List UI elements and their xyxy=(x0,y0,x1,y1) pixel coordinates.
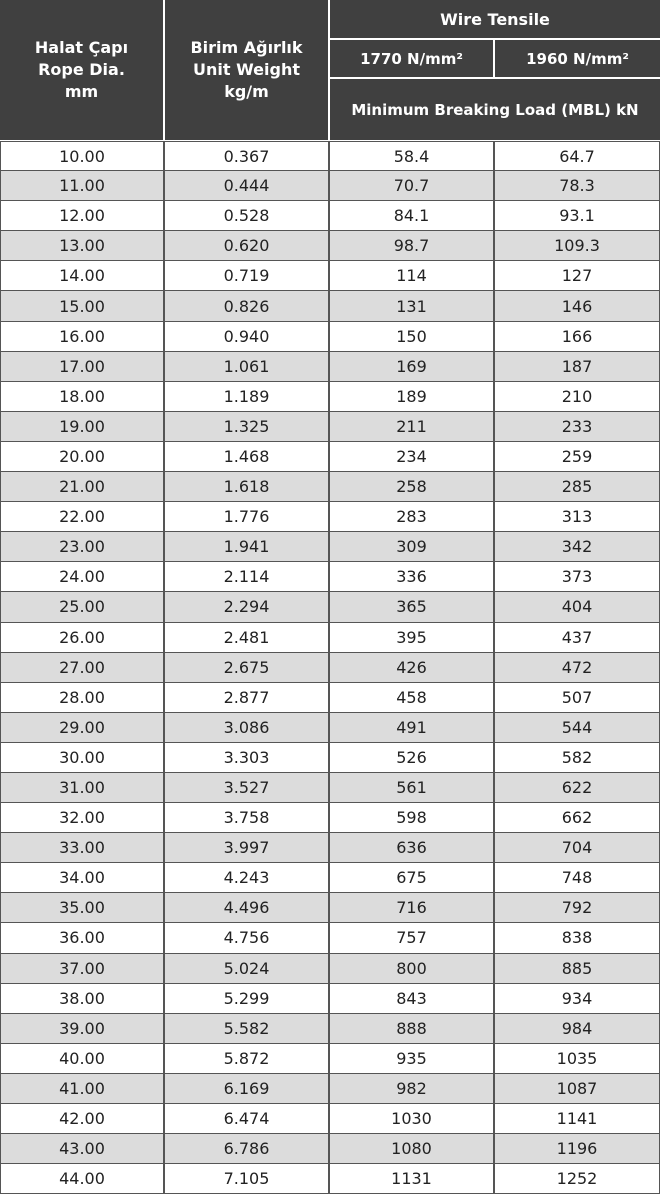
cell-unit-weight: 3.086 xyxy=(165,713,330,742)
header-rope-dia xyxy=(0,0,163,140)
cell-unit-weight: 3.527 xyxy=(165,773,330,802)
cell-unit-weight: 0.528 xyxy=(165,201,330,230)
cell-mbl-1960: 109.3 xyxy=(495,231,660,260)
cell-mbl-1770: 716 xyxy=(330,893,495,922)
cell-mbl-1770: 561 xyxy=(330,773,495,802)
cell-rope-dia: 21.00 xyxy=(0,472,165,501)
cell-unit-weight: 2.481 xyxy=(165,623,330,652)
cell-rope-dia: 11.00 xyxy=(0,171,165,200)
cell-unit-weight: 4.756 xyxy=(165,923,330,952)
cell-unit-weight: 1.776 xyxy=(165,502,330,531)
cell-unit-weight: 1.468 xyxy=(165,442,330,471)
cell-rope-dia: 10.00 xyxy=(0,142,165,170)
table-row xyxy=(0,984,660,1014)
cell-mbl-1960: 342 xyxy=(495,532,660,561)
cell-mbl-1960: 437 xyxy=(495,623,660,652)
cell-rope-dia: 23.00 xyxy=(0,532,165,561)
table-row xyxy=(0,863,660,893)
cell-rope-dia: 22.00 xyxy=(0,502,165,531)
table-row xyxy=(0,713,660,743)
cell-rope-dia: 20.00 xyxy=(0,442,165,471)
table-row xyxy=(0,261,660,291)
table-row xyxy=(0,833,660,863)
cell-mbl-1770: 336 xyxy=(330,562,495,591)
cell-unit-weight: 2.114 xyxy=(165,562,330,591)
cell-mbl-1770: 211 xyxy=(330,412,495,441)
table-row xyxy=(0,322,660,352)
cell-mbl-1770: 98.7 xyxy=(330,231,495,260)
cell-mbl-1960: 210 xyxy=(495,382,660,411)
cell-mbl-1770: 70.7 xyxy=(330,171,495,200)
header-rope-dia-line-en: Rope Dia. xyxy=(38,60,125,79)
cell-mbl-1770: 258 xyxy=(330,472,495,501)
table-row xyxy=(0,291,660,321)
cell-unit-weight: 4.243 xyxy=(165,863,330,892)
cell-mbl-1960: 582 xyxy=(495,743,660,772)
cell-unit-weight: 2.675 xyxy=(165,653,330,682)
cell-rope-dia: 28.00 xyxy=(0,683,165,712)
cell-unit-weight: 3.303 xyxy=(165,743,330,772)
cell-mbl-1960: 233 xyxy=(495,412,660,441)
cell-rope-dia: 43.00 xyxy=(0,1134,165,1163)
cell-mbl-1770: 1080 xyxy=(330,1134,495,1163)
cell-mbl-1770: 526 xyxy=(330,743,495,772)
cell-rope-dia: 18.00 xyxy=(0,382,165,411)
table-row xyxy=(0,141,660,171)
cell-unit-weight: 1.325 xyxy=(165,412,330,441)
cell-mbl-1770: 1030 xyxy=(330,1104,495,1133)
cell-unit-weight: 6.474 xyxy=(165,1104,330,1133)
cell-unit-weight: 5.299 xyxy=(165,984,330,1013)
cell-mbl-1770: 84.1 xyxy=(330,201,495,230)
cell-unit-weight: 0.719 xyxy=(165,261,330,290)
cell-mbl-1770: 309 xyxy=(330,532,495,561)
cell-unit-weight: 5.872 xyxy=(165,1044,330,1073)
header-grade-1960-label: 1960 N/mm² xyxy=(526,49,629,68)
table-row xyxy=(0,382,660,412)
cell-mbl-1770: 365 xyxy=(330,592,495,621)
table-row xyxy=(0,803,660,833)
cell-rope-dia: 40.00 xyxy=(0,1044,165,1073)
cell-rope-dia: 34.00 xyxy=(0,863,165,892)
cell-unit-weight: 2.877 xyxy=(165,683,330,712)
table-row xyxy=(0,1164,660,1194)
cell-unit-weight: 6.169 xyxy=(165,1074,330,1103)
table-row xyxy=(0,743,660,773)
cell-mbl-1770: 888 xyxy=(330,1014,495,1043)
cell-rope-dia: 17.00 xyxy=(0,352,165,381)
header-grade-1770-label: 1770 N/mm² xyxy=(360,49,463,68)
cell-rope-dia: 25.00 xyxy=(0,592,165,621)
cell-mbl-1960: 1196 xyxy=(495,1134,660,1163)
cell-mbl-1960: 1087 xyxy=(495,1074,660,1103)
cell-rope-dia: 35.00 xyxy=(0,893,165,922)
cell-mbl-1960: 662 xyxy=(495,803,660,832)
table-row xyxy=(0,532,660,562)
table-row xyxy=(0,472,660,502)
cell-unit-weight: 7.105 xyxy=(165,1164,330,1193)
cell-mbl-1960: 259 xyxy=(495,442,660,471)
cell-rope-dia: 24.00 xyxy=(0,562,165,591)
cell-rope-dia: 29.00 xyxy=(0,713,165,742)
cell-mbl-1960: 838 xyxy=(495,923,660,952)
cell-unit-weight: 0.826 xyxy=(165,291,330,320)
cell-rope-dia: 14.00 xyxy=(0,261,165,290)
cell-unit-weight: 1.189 xyxy=(165,382,330,411)
cell-mbl-1960: 1141 xyxy=(495,1104,660,1133)
cell-unit-weight: 1.941 xyxy=(165,532,330,561)
cell-mbl-1960: 313 xyxy=(495,502,660,531)
cell-mbl-1960: 78.3 xyxy=(495,171,660,200)
cell-unit-weight: 1.061 xyxy=(165,352,330,381)
cell-mbl-1960: 187 xyxy=(495,352,660,381)
cell-rope-dia: 12.00 xyxy=(0,201,165,230)
cell-mbl-1960: 1035 xyxy=(495,1044,660,1073)
table-row xyxy=(0,623,660,653)
header-wire-tensile-label: Wire Tensile xyxy=(440,9,550,29)
cell-mbl-1960: 1252 xyxy=(495,1164,660,1193)
cell-mbl-1770: 757 xyxy=(330,923,495,952)
cell-rope-dia: 16.00 xyxy=(0,322,165,351)
cell-mbl-1960: 704 xyxy=(495,833,660,862)
header-mbl-label: Minimum Breaking Load (MBL) kN xyxy=(351,100,639,119)
cell-rope-dia: 30.00 xyxy=(0,743,165,772)
cell-mbl-1960: 934 xyxy=(495,984,660,1013)
cell-rope-dia: 36.00 xyxy=(0,923,165,952)
cell-mbl-1960: 404 xyxy=(495,592,660,621)
cell-unit-weight: 6.786 xyxy=(165,1134,330,1163)
header-wire-tensile xyxy=(330,0,660,38)
cell-rope-dia: 41.00 xyxy=(0,1074,165,1103)
header-unit-weight xyxy=(165,0,328,140)
cell-mbl-1960: 622 xyxy=(495,773,660,802)
header-unit-weight-line-en: Unit Weight xyxy=(193,60,300,79)
table-row xyxy=(0,231,660,261)
table-row xyxy=(0,1014,660,1044)
cell-mbl-1960: 166 xyxy=(495,322,660,351)
table-row xyxy=(0,923,660,953)
cell-unit-weight: 3.997 xyxy=(165,833,330,862)
cell-rope-dia: 15.00 xyxy=(0,291,165,320)
cell-mbl-1960: 885 xyxy=(495,954,660,983)
cell-mbl-1770: 491 xyxy=(330,713,495,742)
cell-mbl-1770: 189 xyxy=(330,382,495,411)
table-row xyxy=(0,412,660,442)
header-rope-dia-unit: mm xyxy=(64,82,99,101)
cell-mbl-1770: 1131 xyxy=(330,1164,495,1193)
cell-unit-weight: 2.294 xyxy=(165,592,330,621)
cell-mbl-1960: 127 xyxy=(495,261,660,290)
cell-mbl-1960: 373 xyxy=(495,562,660,591)
cell-mbl-1770: 636 xyxy=(330,833,495,862)
cell-rope-dia: 19.00 xyxy=(0,412,165,441)
cell-rope-dia: 32.00 xyxy=(0,803,165,832)
cell-mbl-1770: 982 xyxy=(330,1074,495,1103)
cell-rope-dia: 44.00 xyxy=(0,1164,165,1193)
cell-rope-dia: 26.00 xyxy=(0,623,165,652)
cell-unit-weight: 0.940 xyxy=(165,322,330,351)
table-row xyxy=(0,893,660,923)
header-grade-1770 xyxy=(330,40,493,77)
cell-unit-weight: 0.444 xyxy=(165,171,330,200)
cell-unit-weight: 0.367 xyxy=(165,142,330,170)
table-row xyxy=(0,592,660,622)
table-row xyxy=(0,653,660,683)
header-unit-weight-line-tr: Birim Ağırlık xyxy=(190,38,303,57)
header-rope-dia-line-tr: Halat Çapı xyxy=(34,38,129,57)
cell-unit-weight: 4.496 xyxy=(165,893,330,922)
cell-mbl-1770: 150 xyxy=(330,322,495,351)
table-row xyxy=(0,1044,660,1074)
cell-rope-dia: 33.00 xyxy=(0,833,165,862)
table-row xyxy=(0,1104,660,1134)
cell-unit-weight: 3.758 xyxy=(165,803,330,832)
cell-mbl-1770: 426 xyxy=(330,653,495,682)
header-unit-weight-unit: kg/m xyxy=(224,82,269,101)
cell-mbl-1960: 285 xyxy=(495,472,660,501)
table-row xyxy=(0,954,660,984)
cell-unit-weight: 5.582 xyxy=(165,1014,330,1043)
header-mbl xyxy=(330,79,660,140)
table-row xyxy=(0,171,660,201)
cell-mbl-1770: 935 xyxy=(330,1044,495,1073)
table-row xyxy=(0,201,660,231)
cell-mbl-1770: 114 xyxy=(330,261,495,290)
table-row xyxy=(0,502,660,532)
cell-mbl-1770: 843 xyxy=(330,984,495,1013)
cell-mbl-1770: 131 xyxy=(330,291,495,320)
cell-mbl-1960: 792 xyxy=(495,893,660,922)
cell-mbl-1770: 58.4 xyxy=(330,142,495,170)
cell-unit-weight: 0.620 xyxy=(165,231,330,260)
table-row xyxy=(0,773,660,803)
table-row xyxy=(0,683,660,713)
cell-unit-weight: 5.024 xyxy=(165,954,330,983)
table-row xyxy=(0,352,660,382)
cell-mbl-1770: 234 xyxy=(330,442,495,471)
cell-mbl-1960: 984 xyxy=(495,1014,660,1043)
cell-mbl-1770: 800 xyxy=(330,954,495,983)
cell-mbl-1960: 146 xyxy=(495,291,660,320)
cell-rope-dia: 37.00 xyxy=(0,954,165,983)
cell-mbl-1770: 283 xyxy=(330,502,495,531)
table-header xyxy=(0,0,660,141)
cell-mbl-1960: 472 xyxy=(495,653,660,682)
cell-rope-dia: 42.00 xyxy=(0,1104,165,1133)
table-row xyxy=(0,1074,660,1104)
cell-rope-dia: 27.00 xyxy=(0,653,165,682)
cell-mbl-1770: 458 xyxy=(330,683,495,712)
cell-mbl-1960: 748 xyxy=(495,863,660,892)
cell-rope-dia: 39.00 xyxy=(0,1014,165,1043)
cell-mbl-1770: 598 xyxy=(330,803,495,832)
cell-rope-dia: 31.00 xyxy=(0,773,165,802)
table-body xyxy=(0,141,660,1194)
table-row xyxy=(0,562,660,592)
cell-mbl-1770: 395 xyxy=(330,623,495,652)
cell-unit-weight: 1.618 xyxy=(165,472,330,501)
cell-mbl-1960: 93.1 xyxy=(495,201,660,230)
cell-mbl-1960: 64.7 xyxy=(495,142,660,170)
cell-mbl-1960: 544 xyxy=(495,713,660,742)
header-grade-1960 xyxy=(495,40,660,77)
cell-rope-dia: 38.00 xyxy=(0,984,165,1013)
cell-mbl-1770: 675 xyxy=(330,863,495,892)
cell-mbl-1960: 507 xyxy=(495,683,660,712)
cell-mbl-1770: 169 xyxy=(330,352,495,381)
table-row xyxy=(0,442,660,472)
table-row xyxy=(0,1134,660,1164)
cell-rope-dia: 13.00 xyxy=(0,231,165,260)
